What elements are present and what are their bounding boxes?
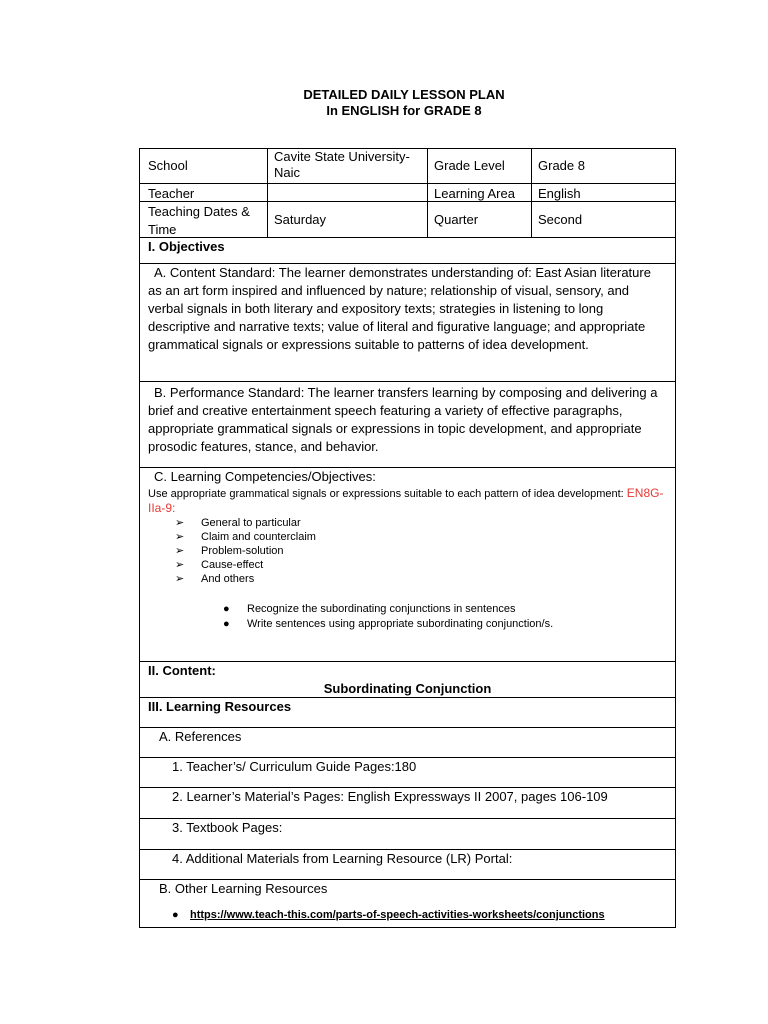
- learning-area-label: Learning Area: [427, 184, 531, 202]
- title-line-2: In ENGLISH for GRADE 8: [326, 103, 482, 118]
- link-row: [159, 908, 675, 922]
- arrow-bullet-icon: ➢: [175, 559, 185, 571]
- list-item: ➢ And others: [175, 573, 255, 585]
- teachers-guide: 1. Teacher’s/ Curriculum Guide Pages:180: [140, 757, 675, 787]
- arrow-bullet-icon: ➢: [175, 573, 185, 585]
- teacher-label: Teacher: [148, 186, 195, 201]
- arrow-bullet-icon: ➢: [175, 517, 185, 529]
- competencies-text: [148, 486, 667, 516]
- competencies-section: [140, 467, 675, 661]
- arrow-bullet-icon: ➢: [175, 531, 185, 543]
- row-teacher: [140, 183, 675, 202]
- list-item: ➢ General to particular: [175, 517, 301, 529]
- row-school: [140, 149, 675, 183]
- grade-level-value: Grade 8: [531, 149, 675, 183]
- dates-value: Saturday: [267, 202, 427, 238]
- bullet-dot-icon: ●: [223, 618, 230, 630]
- document-title: [0, 87, 768, 119]
- bullet-dot-icon: ●: [223, 603, 230, 615]
- objectives-list: [148, 602, 667, 632]
- resources-heading: III. Learning Resources: [140, 697, 675, 727]
- competency-code: EN8G-IIa-9:: [148, 486, 664, 515]
- title-line-1: DETAILED DAILY LESSON PLAN: [303, 87, 505, 102]
- grade-level-label: Grade Level: [427, 149, 531, 183]
- arrow-bullet-icon: ➢: [175, 545, 185, 557]
- quarter-label: Quarter: [427, 202, 531, 238]
- teacher-value: [267, 184, 427, 202]
- school-label: School: [148, 158, 188, 173]
- competencies-heading: C. Learning Competencies/Objectives:: [154, 469, 376, 484]
- lesson-plan-table: [139, 148, 676, 928]
- resource-link[interactable]: https://www.teach-this.com/parts-of-speech-activities-worksheets/conjunctions: [190, 909, 605, 921]
- content-section: [140, 661, 675, 697]
- content-topic: Subordinating Conjunction: [323, 681, 492, 696]
- learning-area-value: English: [531, 184, 675, 202]
- school-value: Cavite State University-Naic: [267, 149, 427, 183]
- row-dates: [140, 201, 675, 238]
- dates-label: Teaching Dates & Time: [148, 204, 250, 237]
- references: A. References: [140, 727, 675, 757]
- objectives-heading: I. Objectives: [140, 237, 675, 263]
- content-heading: II. Content:: [148, 663, 216, 678]
- list-item: ➢ Problem-solution: [175, 545, 284, 557]
- additional-materials: 4. Additional Materials from Learning Resource (LR) Portal:: [140, 849, 675, 879]
- other-resources-section: [140, 879, 675, 928]
- textbook-pages: 3. Textbook Pages:: [140, 818, 675, 849]
- learners-material: 2. Learner’s Material’s Pages: English Expressways II 2007, pages 106-109: [140, 787, 675, 818]
- bullet-dot-icon: ●: [172, 909, 179, 921]
- performance-standard: B. Performance Standard: The learner transfers learning by composing and delivering a brief and creative entertainment speech featuring a variety of effective paragraphs, appropriate grammatical signals or expressions in topic development, and appropriate prosodic features, stance, and behavior.: [140, 381, 675, 467]
- list-item: ● Recognize the subordinating conjunctions in sentences: [223, 603, 516, 615]
- competencies-description: Use appropriate grammatical signals or expressions suitable to each pattern of idea development:: [148, 488, 624, 500]
- content-standard: A. Content Standard: The learner demonstrates understanding of: East Asian literature as an art form inspired and influenced by nature; relationship of visual, sensory, and verbal signals in both literary and expository texts; strategies in listening to long descriptive and narrative texts; value of literal and figurative language; and appropriate grammatical signals or expressions suitable to patterns of idea development.: [140, 263, 675, 381]
- quarter-value: Second: [531, 202, 675, 238]
- list-item: ➢ Cause-effect: [175, 559, 264, 571]
- patterns-list: [148, 516, 667, 586]
- list-item: ➢ Claim and counterclaim: [175, 531, 316, 543]
- other-resources: B. Other Learning Resources: [159, 881, 328, 896]
- list-item: ● Write sentences using appropriate subordinating conjunction/s.: [223, 618, 554, 630]
